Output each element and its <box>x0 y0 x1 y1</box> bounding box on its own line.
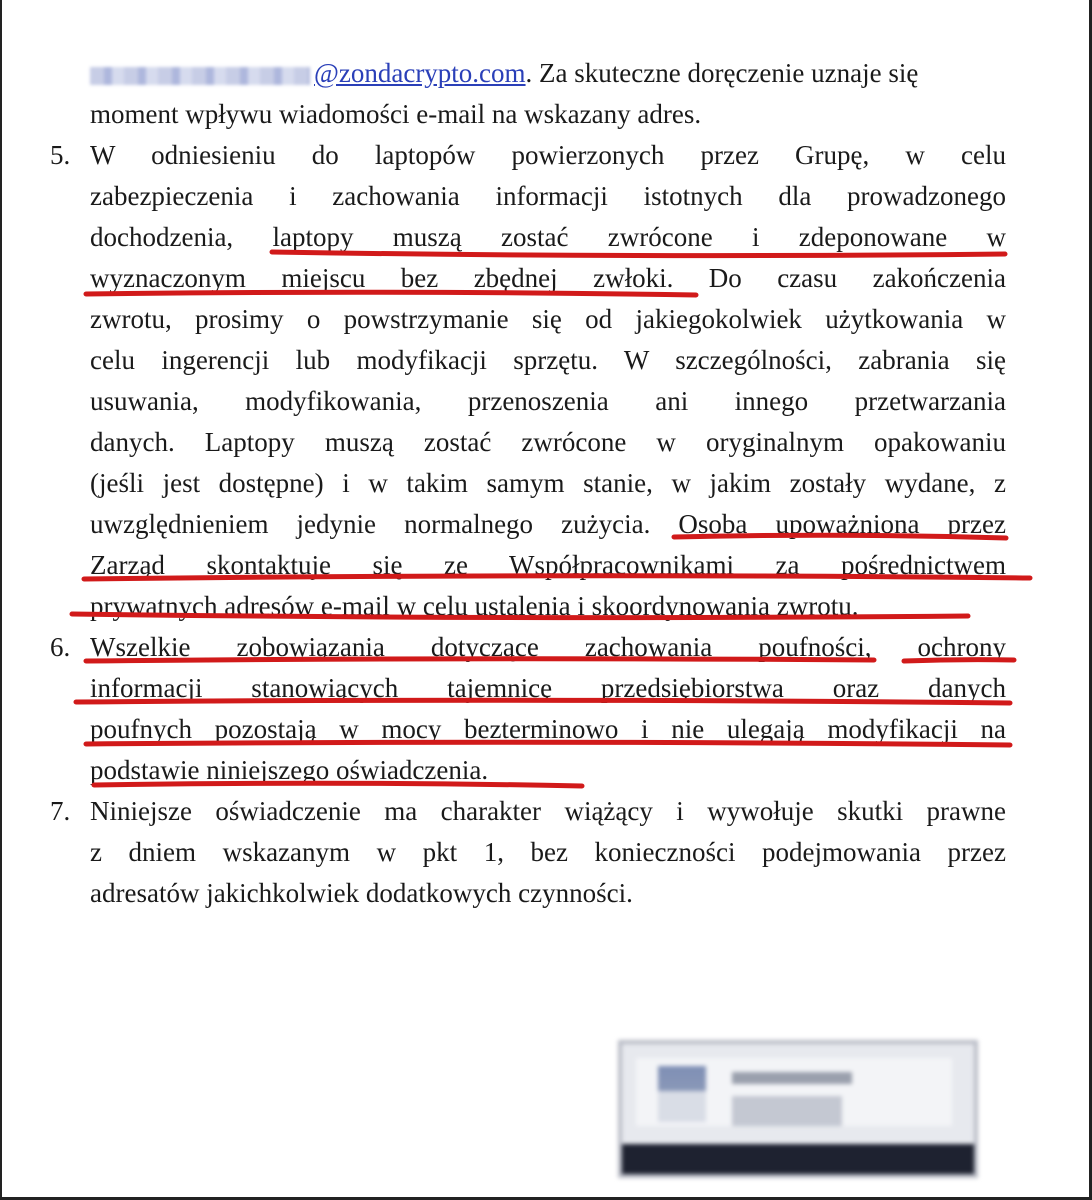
item-number: 5. <box>50 140 71 170</box>
email-link[interactable]: @zondacrypto.com <box>314 58 526 88</box>
text-line: zwrotu, prosimy o powstrzymanie się od jakiegokolwiek użytkowania w <box>90 304 1006 334</box>
redacted-email-user <box>90 67 310 85</box>
stamp-avatar-icon <box>658 1066 706 1122</box>
text-line: usuwania, modyfikowania, przenoszenia ani innego przetwarzania <box>90 386 1006 416</box>
email-line-text: . Za skuteczne doręczenie uznaje się <box>525 58 919 88</box>
text-line: wyznaczonym miejscu bez zbędnej zwłoki. Do czasu zakończenia <box>90 263 1006 293</box>
text-line: Niniejsze oświadczenie ma charakter wiążący i wywołuje skutki prawne <box>90 796 1006 826</box>
text-line: z dniem wskazanym w pkt 1, bez konieczności podejmowania przez <box>90 837 1006 867</box>
item-number: 6. <box>50 632 71 662</box>
blurred-signature-stamp <box>618 1040 978 1178</box>
text-line: Wszelkie zobowiązania dotyczące zachowania poufności, ochrony <box>90 632 1006 662</box>
frame-border-left <box>0 0 2 1200</box>
text-line: danych. Laptopy muszą zostać zwrócone w oryginalnym opakowaniu <box>90 427 1006 457</box>
item-number: 7. <box>50 796 71 826</box>
stamp-bar <box>622 1144 974 1174</box>
text-line: moment wpływu wiadomości e-mail na wskazany adres. <box>90 99 702 129</box>
text-line: podstawie niniejszego oświadczenia. <box>90 755 489 785</box>
text-line: poufnych pozostają w mocy bezterminowo i nie ulegają modyfikacji na <box>90 714 1006 744</box>
text-line: dochodzenia, laptopy muszą zostać zwrócone i zdeponowane w <box>90 222 1006 252</box>
text-line: prywatnych adresów e-mail w celu ustalenia i skoordynowania zwrotu. <box>90 591 859 621</box>
text-line: zabezpieczenia i zachowania informacji istotnych dla prowadzonego <box>90 181 1006 211</box>
text-line: W odniesieniu do laptopów powierzonych przez Grupę, w celu <box>90 140 1006 170</box>
text-line: uwzględnieniem jedynie normalnego zużycia. Osoba upoważniona przez <box>90 509 1006 539</box>
email-line <box>90 53 918 94</box>
text-line: adresatów jakichkolwiek dodatkowych czynności. <box>90 878 633 908</box>
text-line: celu ingerencji lub modyfikacji sprzętu. W szczególności, zabrania się <box>90 345 1006 375</box>
text-line: (jeśli jest dostępne) i w takim samym stanie, w jakim zostały wydane, z <box>90 468 1006 498</box>
stamp-text-placeholder <box>732 1072 852 1084</box>
text-line: Zarząd skontaktuje się ze Współpracownikami za pośrednictwem <box>90 550 1006 580</box>
text-line: informacji stanowiących tajemnicę przedsiębiorstwa oraz danych <box>90 673 1006 703</box>
stamp-text-placeholder <box>732 1096 842 1126</box>
